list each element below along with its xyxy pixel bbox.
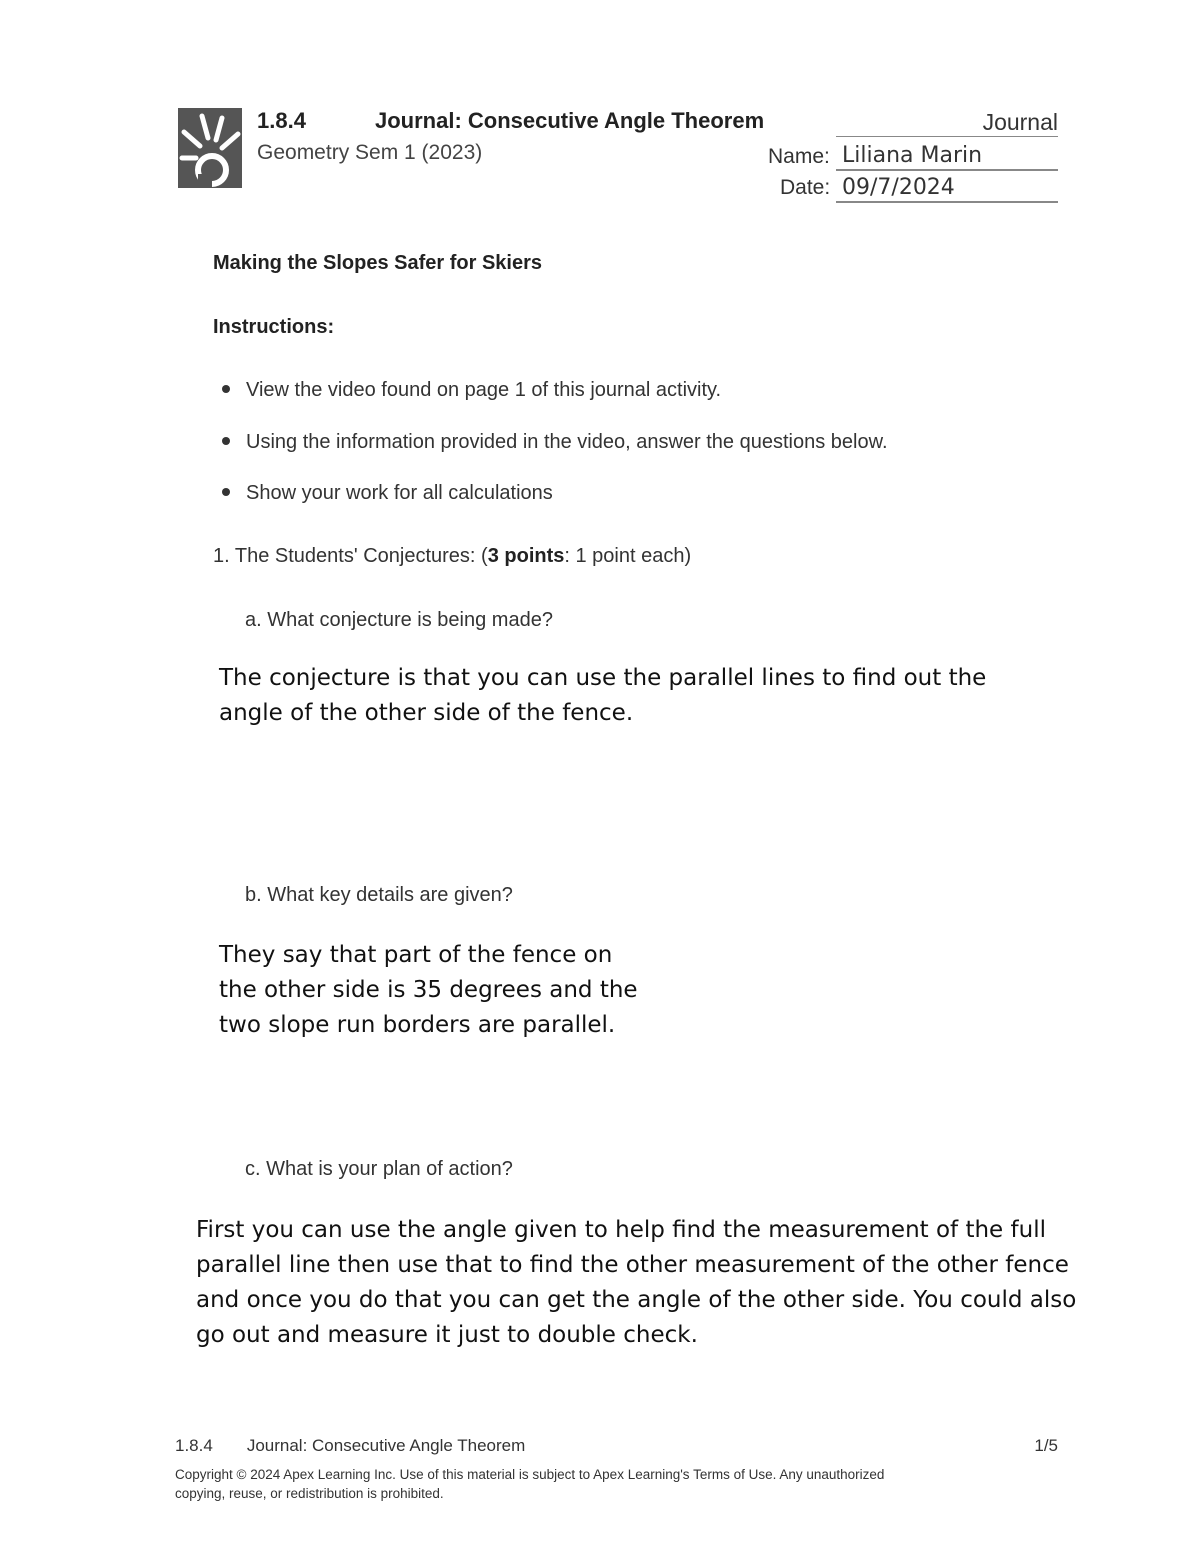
- instruction-item: View the video found on page 1 of this journal activity.: [222, 379, 721, 402]
- name-label: Name:: [768, 145, 830, 168]
- copyright-notice: Copyright © 2024 Apex Learning Inc. Use of this material is subject to Apex Learning's Terms of Use. Any unauthorized copying, reuse, or redistribution is prohibited.: [175, 1467, 885, 1501]
- lesson-number: 1.8.4: [257, 108, 306, 133]
- question-1b-answer[interactable]: They say that part of the fence on the other side is 35 degrees and the two slope run borders are parallel.: [219, 942, 638, 1038]
- doc-type-label: Journal: [982, 109, 1058, 135]
- page-number: 1/5: [1034, 1436, 1058, 1455]
- bullet-icon: [222, 437, 230, 445]
- header-rule: [836, 136, 1058, 137]
- footer-lesson: 1.8.4 Journal: Consecutive Angle Theorem: [175, 1436, 526, 1455]
- question-1b-prompt: b. What key details are given?: [245, 884, 513, 906]
- instructions-title: Instructions:: [213, 316, 335, 338]
- section-title: Making the Slopes Safer for Skiers: [213, 252, 542, 274]
- instruction-item: Using the information provided in the video, answer the questions below.: [222, 431, 888, 454]
- journal-title: Journal: Consecutive Angle Theorem: [375, 108, 765, 133]
- bullet-icon: [222, 488, 230, 496]
- date-label: Date:: [780, 176, 831, 199]
- question-1a-answer[interactable]: The conjecture is that you can use the parallel lines to find out the angle of the other side of the fence.: [219, 665, 987, 726]
- apex-logo-icon: [178, 108, 242, 188]
- date-field[interactable]: 09/7/2024: [836, 173, 1058, 203]
- question-1-heading: 1. The Students' Conjectures: (3 points: 1 point each): [213, 545, 692, 567]
- bullet-icon: [222, 385, 230, 393]
- instruction-item: Show your work for all calculations: [222, 482, 553, 505]
- name-field[interactable]: Liliana Marin: [836, 141, 1058, 171]
- question-1c-prompt: c. What is your plan of action?: [245, 1158, 513, 1180]
- question-1c-answer[interactable]: First you can use the angle given to help find the measurement of the full parallel line then use that to find the other measurement of the other fence and once you do that you can get the angle of the other side. You could also go out and measure it just to double check.: [196, 1217, 1077, 1348]
- course-name: Geometry Sem 1 (2023): [257, 141, 483, 164]
- question-1a-prompt: a. What conjecture is being made?: [245, 609, 553, 631]
